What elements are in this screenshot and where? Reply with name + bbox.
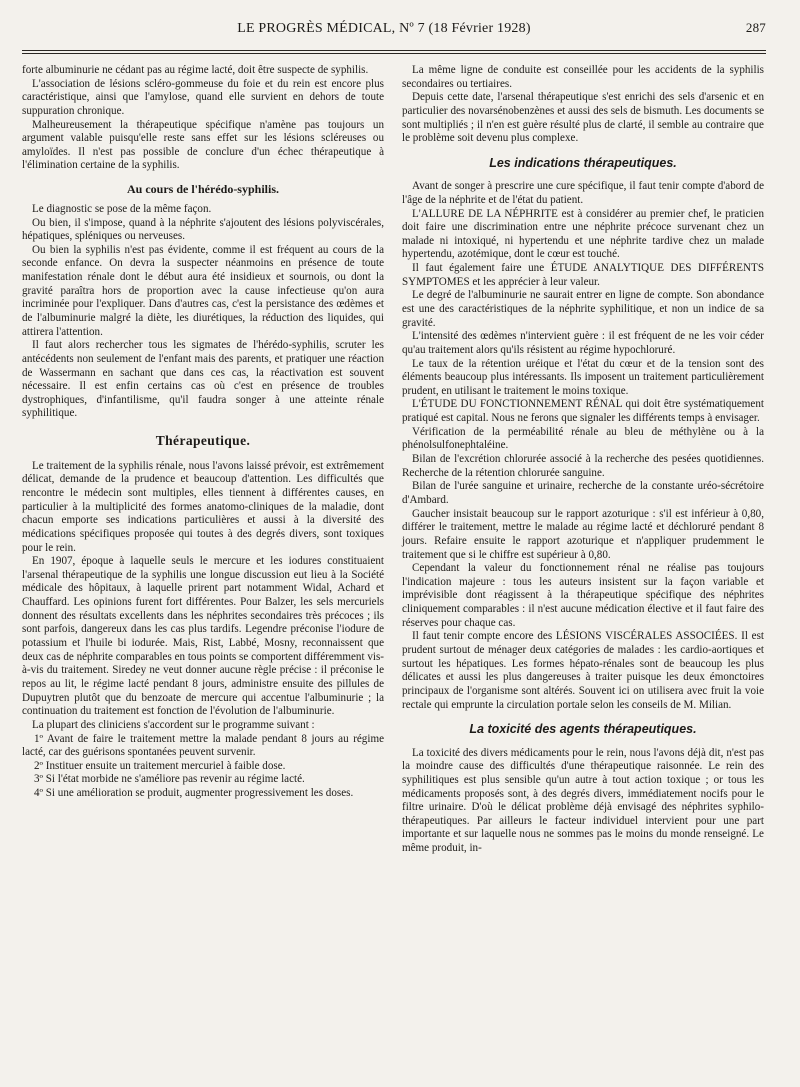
- list-item: 3º Si l'état morbide ne s'améliore pas revenir au régime lacté.: [34, 773, 305, 786]
- paragraph: L'ALLURE DE LA NÉPHRITE est à considérer au premier chef, le praticien doit faire une discrimination entre une néphrite précoce survenant chez un malade ni intoxiqué, ni hypertendu et une néphrite tardive chez un malade hypertendu, azotémique, dont le cœur est touché.: [402, 207, 764, 261]
- paragraph: Le traitement de la syphilis rénale, nous l'avons laissé prévoir, est extrêmement délicat, demande de la prudence et beaucoup d'attention. Les difficultés que rencontre le médecin sont multiples, elles tiennent à différentes causes, en particulier à la multiplicité des formes anatomo-cliniques de la maladie, dont chacun emporte ses indications particulières et aussi à la diversité des médications spécifiques proposée qui toutes à des degrés divers, sont toxiques pour le rein.: [22, 459, 384, 554]
- paragraph: Le degré de l'albuminurie ne saurait entrer en ligne de compte. Son abondance est une des caractéristiques de la néphrite syphilitique, et non un indice de sa gravité.: [402, 289, 764, 329]
- paragraph: Bilan de l'excrétion chlorurée associé à la recherche des pesées quotidiennes. Recherche de la rétention chlorurée sanguine.: [402, 453, 764, 479]
- section-heading: Les indications thérapeutiques.: [489, 155, 677, 170]
- section-heading: La toxicité des agents thérapeutiques.: [469, 722, 697, 737]
- journal-title: LE PROGRÈS MÉDICAL, Nº 7 (18 Février 1928): [237, 21, 531, 36]
- paragraph: Cependant la valeur du fonctionnement rénal ne réalise pas toujours l'indication majeure : tous les auteurs insistent sur la façon variable et imprévisible dont réagissent à la thérapeutique spécifique des néphrites cliniquement comparables : il n'est aucune médication élective et il faut faire des réserves pour chaque cas.: [402, 562, 764, 629]
- paragraph: L'intensité des œdèmes n'intervient guère : il est fréquent de ne les voir céder qu'au traitement alors qu'ils résistent au régime hypochloruré.: [402, 330, 764, 356]
- paragraph: Ou bien, il s'impose, quand à la néphrite s'ajoutent des lésions polyviscérales, hépatiques, spléniques ou nerveuses.: [22, 216, 384, 243]
- paragraph: forte albuminurie ne cédant pas au régime lacté, doit être suspecte de syphilis.: [22, 64, 369, 76]
- section-heading: Thérapeutique.: [155, 433, 251, 449]
- list-item: 2º Instituer ensuite un traitement mercuriel à faible dose.: [34, 759, 286, 772]
- paragraph: Il faut tenir compte encore des LÉSIONS VISCÉRALES ASSOCIÉES. Il est prudent surtout de ménager deux catégories de malades : les cardio-aortiques et surtout les hépatiques. Les formes hépato-rénales sont de beaucoup les plus délicates et aussi les plus dangereuses à traiter puisque les deux émonctoires principaux de l'organisme sont altérés. Souvent ici on utilisera avec fruit la voie rectale qui emprunte la circulation portale selon les conseils de M. Milian.: [402, 630, 764, 711]
- paragraph: Vérification de la perméabilité rénale au bleu de méthylène ou à la phénolsulfonephtaléine.: [402, 425, 764, 452]
- paragraph: L'ÉTUDE DU FONCTIONNEMENT RÉNAL qui doit être systématiquement pratiqué est capital. Nous ne ferons que signaler les différents temps à envisager.: [402, 398, 764, 425]
- paragraph: Ou bien la syphilis n'est pas évidente, comme il est fréquent au cours de la seconde enfance. On devra la suspecter néanmoins en présence de toute manifestation rénale dont le début aura été insidieux et sournois, ou dont la gravité paraîtra hors de proportion avec la cause infectieuse qu'on aura incriminée pour l'expliquer. Dans d'autres cas, c'est la persistance des œdèmes et de l'albuminurie malgré la diète, les diurétiques, la réduction des liquides, qui attirera l'attention.: [22, 243, 384, 338]
- list-item: 4º Si une amélioration se produit, augmenter progressivement les doses.: [34, 787, 354, 800]
- paragraph: Il faut également faire une ÉTUDE ANALYTIQUE DES DIFFÉRENTS SYMPTOMES et les apprécier à leur valeur.: [402, 262, 764, 288]
- paragraph: La plupart des cliniciens s'accordent sur le programme suivant :: [32, 718, 315, 731]
- left-column: [22, 64, 384, 856]
- right-column: [402, 64, 764, 856]
- paragraph: Gaucher insistait beaucoup sur le rapport azoturique : s'il est inférieur à 0,80, différer le traitement, mettre le malade au régime lacté et déchloruré pendant 8 jours. Refaire ensuite le rapport azoturique et n'appliquer prudemment le traitement que si le chiffre est supérieur à 0,80.: [402, 507, 764, 561]
- section-heading: Au cours de l'hérédo-syphilis.: [126, 182, 279, 197]
- page-number: 287: [745, 20, 766, 35]
- text-columns: [22, 64, 766, 856]
- paragraph: Avant de songer à prescrire une cure spécifique, il faut tenir compte d'abord de l'âge de la néphrite et de l'état du patient.: [402, 180, 764, 206]
- paragraph: Le diagnostic se pose de la même façon.: [32, 202, 212, 215]
- paragraph: L'association de lésions scléro-gommeuse du foie et du rein est encore plus caractéristique, ainsi que l'amylose, quand elle survient en dehors de toute suppuration chronique.: [22, 77, 384, 117]
- paragraph: La toxicité des divers médicaments pour le rein, nous l'avons déjà dit, n'est pas la moindre cause des difficultés d'une thérapeutique raisonnée. Le rein des syphilitiques est plus sensible qu'un autre à tout action toxique ; or tous les médicaments proposés sont, à des degrés divers, immédiatement nocifs pour le filtre urinaire. D'où le délicat problème déjà envisagé des néphrites syphilo-thérapeutiques. Par ailleurs le facteur individuel intervient pour une part importante et sur laquelle nous ne sommes pas le moins du monde renseigné. Le même produit, in-: [402, 746, 764, 855]
- paragraph: Il faut alors rechercher tous les sigmates de l'hérédo-syphilis, scruter les antécédents non seulement de l'enfant mais des parents, et pratiquer une réaction de Wassermann en sachant que dans ces cas, la réactivation est souvent nécessaire. Il est enfin certains cas où c'est en présence de troubles dystrophiques, d'infantilisme, qu'il faudra songer à une atteinte rénale syphilitique.: [22, 339, 384, 420]
- header-rule-thin: [22, 53, 766, 54]
- list-item: 1º Avant de faire le traitement mettre la malade pendant 8 jours au régime lacté, car des guérisons spontanées peuvent survenir.: [22, 732, 384, 759]
- paragraph: Malheureusement la thérapeutique spécifique n'amène pas toujours un argument valable puisqu'elle reste sans effet sur les lésions scléreuses ou amyloïdes. Il n'est pas possible de conclure d'un échec thérapeutique à l'élimination certaine de la syphilis.: [22, 118, 384, 172]
- paragraph: La même ligne de conduite est conseillée pour les accidents de la syphilis secondaires ou tertiaires.: [402, 64, 764, 90]
- paragraph: Le taux de la rétention uréique et l'état du cœur et de la tension sont des éléments beaucoup plus intéressants. Ils imposent un traitement particulièrement prudent, en utilisant le traitement le moins toxique.: [402, 357, 764, 397]
- paragraph: Bilan de l'urée sanguine et urinaire, recherche de la constante uréo-sécrétoire d'Ambard.: [402, 480, 764, 506]
- paragraph: En 1907, époque à laquelle seuls le mercure et les iodures constituaient l'arsenal thérapeutique de la syphilis une longue discussion eut lieu à la Société médicale des hôpitaux, à laquelle prirent part notamment Widal, Achard et Chauffard. Les opinions furent fort différentes. Pour Balzer, les sels mercuriels donnent des résultats excellents dans les néphrites secondaires très précoces ; ils sont parfois, dangereux dans les cas plus tardifs. Legendre préconise l'iodure de potassium et l'huile bi iodurée. Mais, Rist, Labbé, Mosny, reconnaissent que deux cas de néphrite comparables en tous points se comportent différemment vis-à-vis du traitement. Siredey ne veut donner aucune règle précise : il préconise le repos au lit, le régime lacté pendant 8 jours, administre ensuite des pillules de Dupuytren plutôt que du benzoate de mercure qui accentue l'albuminurie ; la continuation du traitement est fonction de l'évolution de l'albuminurie.: [22, 555, 384, 718]
- running-header: [22, 20, 766, 44]
- header-rule: [22, 50, 766, 51]
- paragraph: Depuis cette date, l'arsenal thérapeutique s'est enrichi des sels d'arsenic et en particulier des novarsénobenzènes et aussi des sels de bismuth. Les documents se sont multipliés ; il n'en est guère résulté plus de clarté, il semble au contraire que le problème soit devenu plus complexe.: [402, 91, 764, 145]
